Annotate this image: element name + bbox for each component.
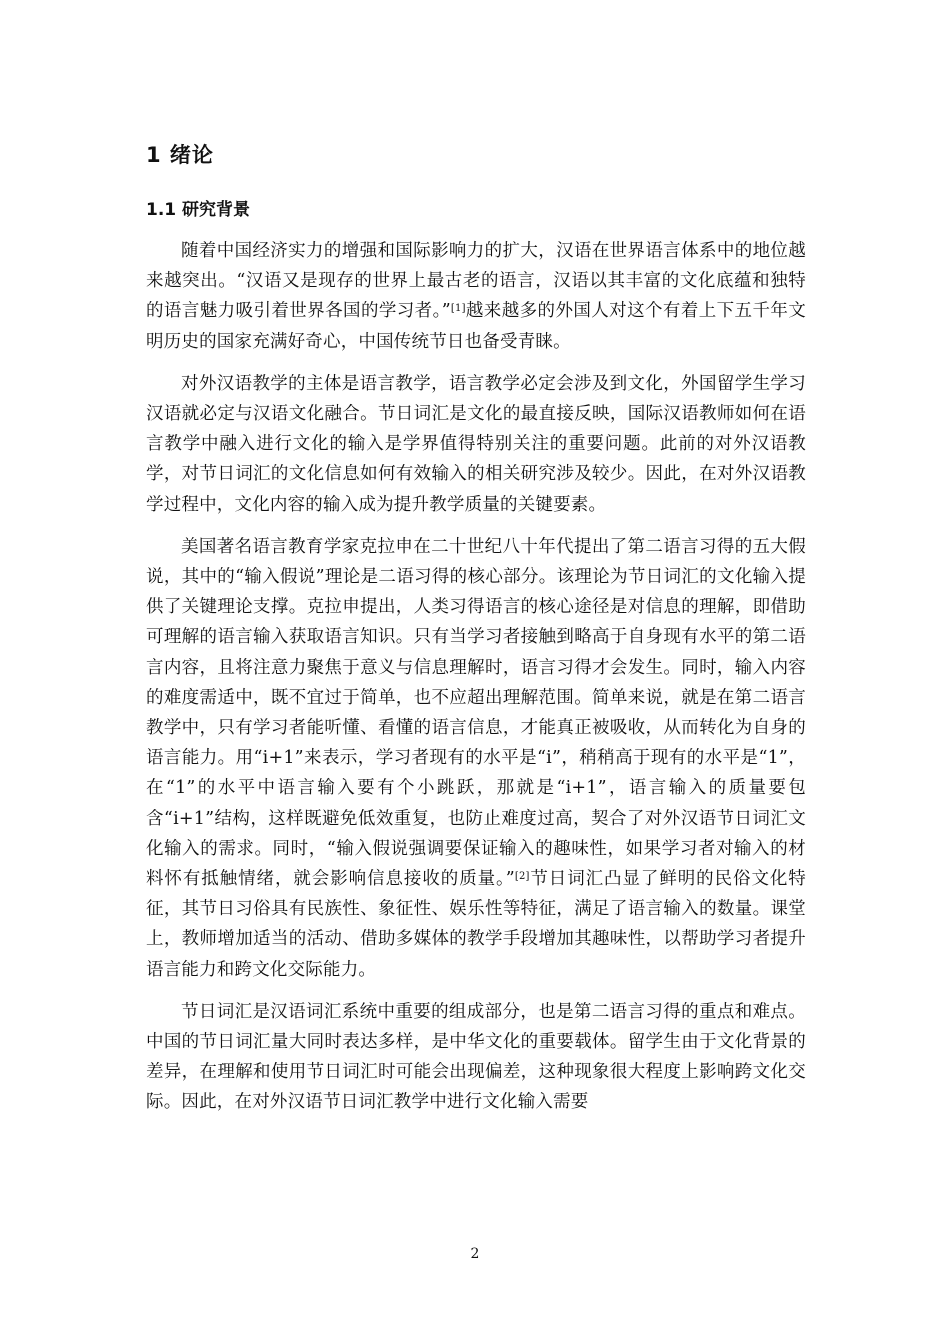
section-heading: 1.1 研究背景 <box>146 200 251 220</box>
paragraph-text: 越来越多的外国人对这个有着上下五千年文明历史的国家充满好奇心，中国传统节日也备受青睐。 <box>146 301 806 352</box>
page-number: 2 <box>470 1246 480 1262</box>
paragraph-festival-vocabulary <box>146 997 806 1118</box>
paragraph-text: 节日词汇凸显了鲜明的民俗文化特征，其节日习俗具有民族性、象征性、娱乐性等特征，满足了语言输入的数量。课堂上，教师增加适当的活动、借助多媒体的教学手段增加其趣味性，以帮助学习者提升语言能力和跨文化交际能力。 <box>146 869 806 980</box>
paragraph-input-hypothesis <box>146 532 806 985</box>
paragraph-background-status <box>146 236 806 357</box>
body-text <box>146 236 806 1118</box>
page-content <box>146 138 806 1130</box>
paragraph-text: 随着中国经济实力的增强和国际影响力的扩大，汉语在世界语言体系中的地位越来越突出。“汉语又是现存的世界上最古老的语言，汉语以其丰富的文化底蕴和独特的语言魅力吸引着世界各国的学习者。” <box>146 241 806 322</box>
chapter-heading: 1 绪论 <box>146 143 214 167</box>
paragraph-text: 对外汉语教学的主体是语言教学，语言教学必定会涉及到文化，外国留学生学习汉语就必定与汉语文化融合。节日词汇是文化的最直接反映，国际汉语教师如何在语言教学中融入进行文化的输入是学界值得特别关注的重要问题。此前的对外汉语教学，对节日词汇的文化信息如何有效输入的相关研究涉及较少。因此，在对外汉语教学过程中，文化内容的输入成为提升教学质量的关键要素。 <box>146 373 806 515</box>
citation-1: [1] <box>450 303 466 315</box>
paragraph-text: 节日词汇是汉语词汇系统中重要的组成部分，也是第二语言习得的重点和难点。中国的节日词汇量大同时表达多样，是中华文化的重要载体。留学生由于文化背景的差异，在理解和使用节日词汇时可能会出现偏差，这种现象很大程度上影响跨文化交际。因此，在对外汉语节日词汇教学中进行文化输入需要 <box>146 1001 806 1113</box>
paragraph-text: 美国著名语言教育学家克拉申在二十世纪八十年代提出了第二语言习得的五大假说，其中的“输入假说”理论是二语习得的核心部分。该理论为节日词汇的文化输入提供了关键理论支撑。克拉申提出，人类习得语言的核心途径是对信息的理解，即借助可理解的语言输入获取语言知识。只有当学习者接触到略高于自身现有水平的第二语言内容，且将注意力聚焦于意义与信息理解时，语言习得才会发生。同时，输入内容的难度需适中，既不宜过于简单，也不应超出理解范围。简单来说，就是在第二语言教学中，只有学习者能听懂、看懂的语言信息，才能真正被吸收，从而转化为自身的语言能力。用“i+1”来表示，学习者现有的水平是“i”，稍稍高于现有的水平是“1”，在“1”的水平中语言输入要有个小跳跃，那就是“i+1”，语言输入的质量要包含“i+1”结构，这样既避免低效重复，也防止难度过高，契合了对外汉语节日词汇文化输入的需求。同时，“输入假说强调要保证输入的趣味性，如果学习者对输入的材料怀有抵触情绪，就会影响信息接收的质量。” <box>146 536 806 890</box>
paragraph-teaching-culture <box>146 369 806 520</box>
citation-2: [2] <box>514 871 530 883</box>
